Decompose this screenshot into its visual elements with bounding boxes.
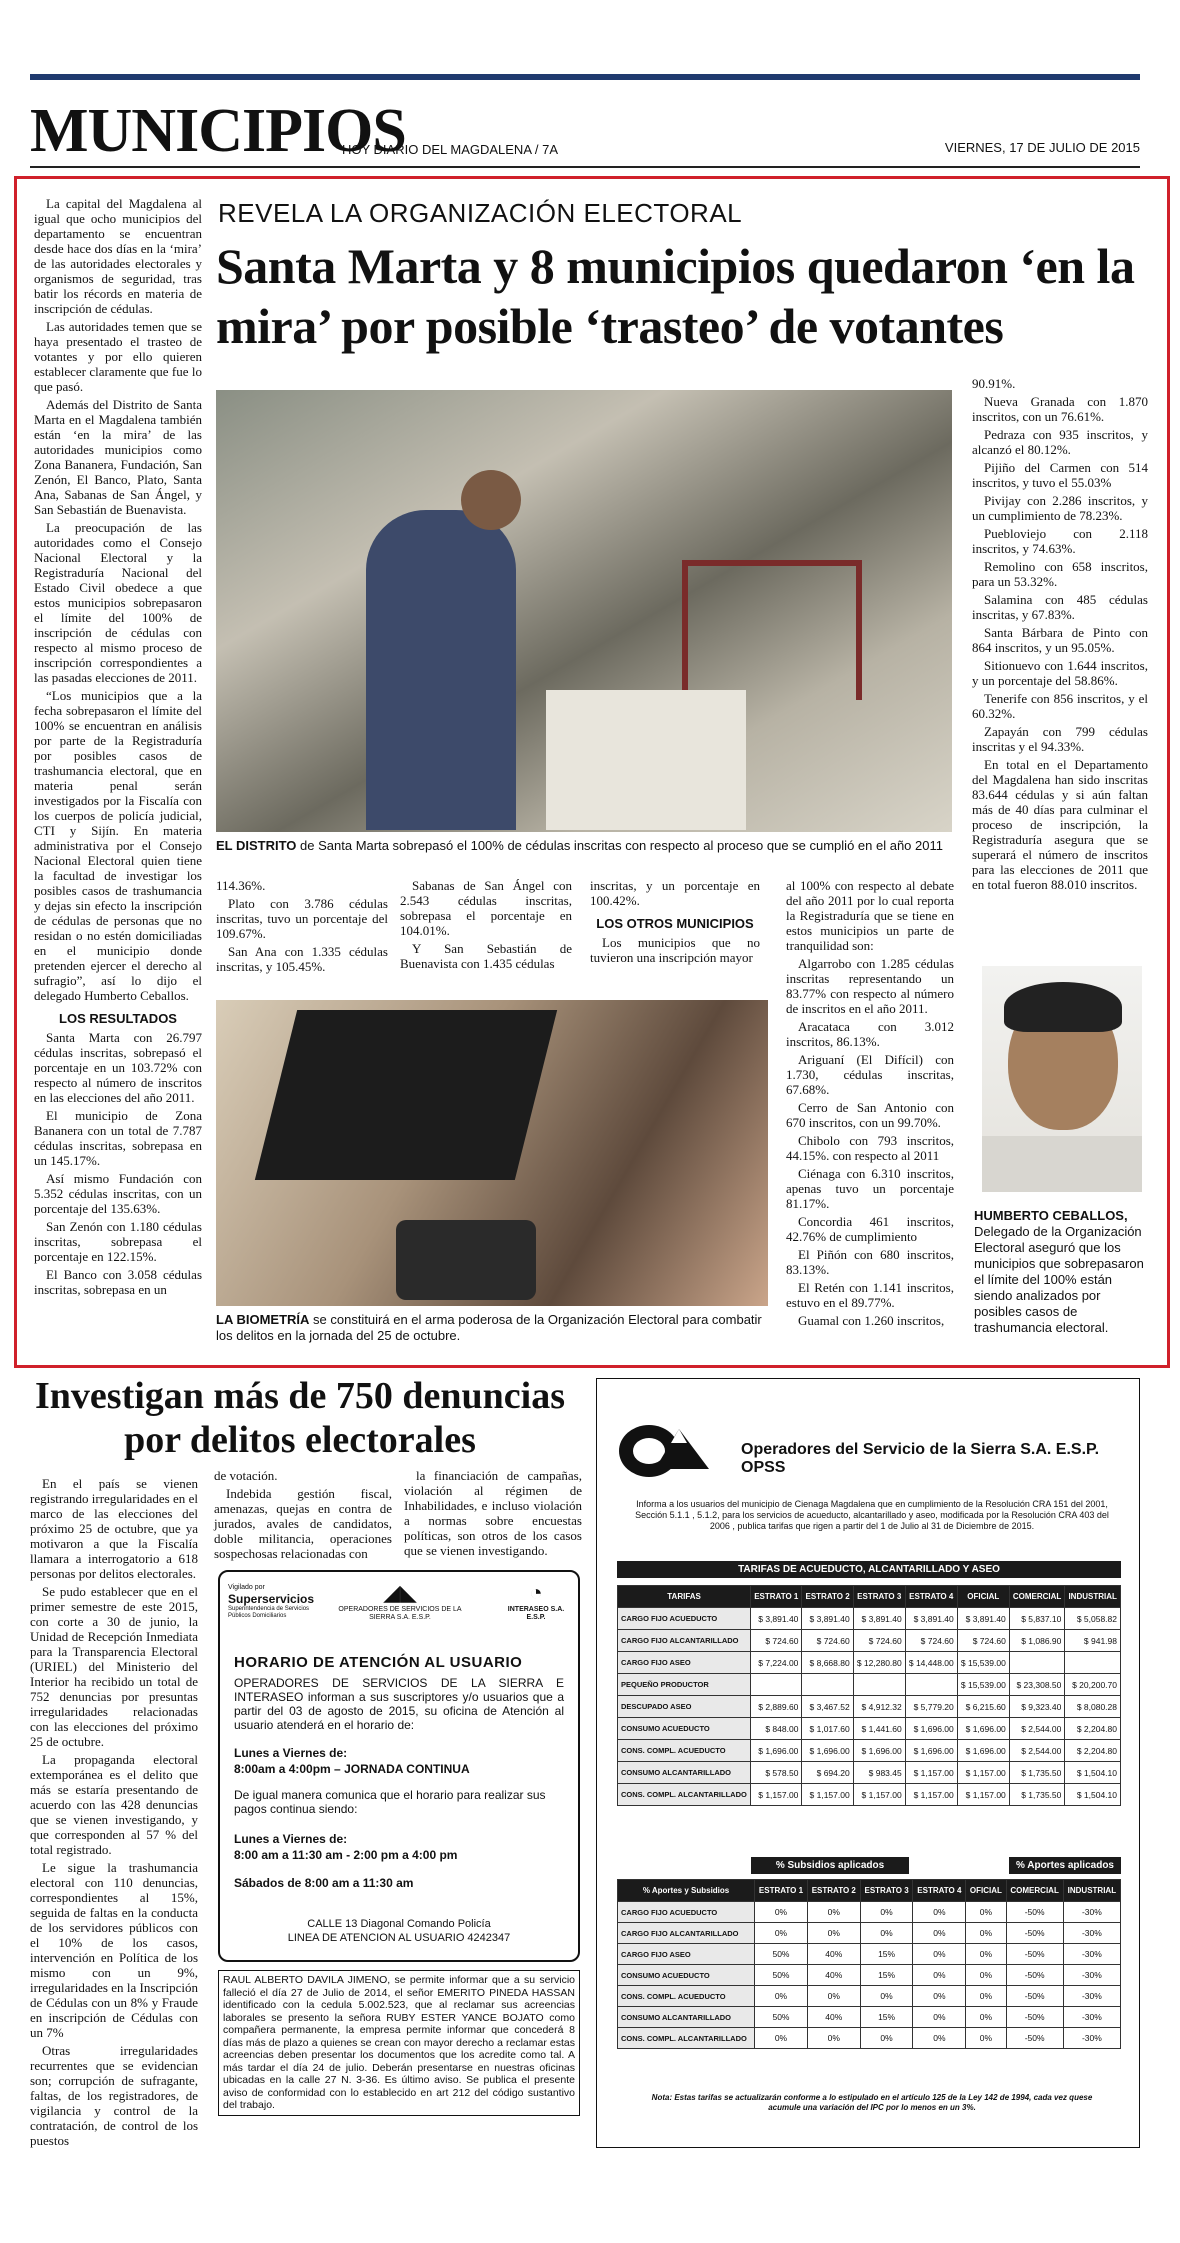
paragraph: Santa Bárbara de Pinto con 864 inscritos, y un 95.05%. [972,625,1148,655]
table-cell [802,1674,853,1696]
table-cell: $ 6,215.60 [957,1696,1009,1718]
subheading: LOS OTROS MUNICIPIOS [596,916,754,931]
table-cell: 15% [860,1965,913,1986]
row-label: CONSUMO ACUEDUCTO [618,1718,751,1740]
table-cell: 0% [913,1923,966,1944]
paragraph: Además del Distrito de Santa Marta en el Magdalena también están ‘en la mira’ de las autoridades municipios como Zona Bananera, Fundación, San Zenón, El Banco, Plato, Santa Ana, Sabanas de San Ángel, y San Sebastián de Buenavista. [34,397,202,517]
paragraph: Sabanas de San Ángel con 2.543 cédulas inscritas, sobrepasa el porcentaje en 104.01%. [400,878,572,938]
table-header: ESTRATO 2 [802,1586,853,1608]
mountain-icon: ◢◣ [383,1580,417,1605]
table-cell: $ 15,539.00 [957,1652,1009,1674]
table-row [618,1902,1121,1923]
table-header: OFICIAL [966,1880,1006,1902]
table-cell: $ 1,017.60 [802,1718,853,1740]
tariff-note: Nota: Estas tarifas se actualizarán conforme a lo estipulado en el artículo 125 de la Ley 142 de 1994, cada vez quese acumule una variación del IPC por lo menos en un 3%. [651,2093,1093,2112]
table-cell: $ 941.98 [1065,1630,1121,1652]
top-rule [30,74,1140,80]
paragraph: Aracataca con 3.012 inscritos, 86.13%. [786,1019,954,1049]
table-cell: $ 5,837.10 [1009,1608,1065,1630]
table-cell: $ 724.60 [905,1630,957,1652]
table-header: ESTRATO 4 [905,1586,957,1608]
photo1-caption: EL DISTRITO de Santa Marta sobrepasó el 100% de cédulas inscritas con respecto al proceso que se cumplió en el año 2011 [216,838,943,853]
table-cell: 0% [966,1902,1006,1923]
photo3-caption: HUMBERTO CEBALLOS, Delegado de la Organización Electoral aseguró que los municipios que sobrepasaron el límite del 100% están siendo analizados por posibles casos de trashumancia electoral. [974,1208,1144,1335]
article1-col1 [34,196,202,1300]
article2-col1 [30,1476,198,2151]
table-cell: $ 1,086.90 [1009,1630,1065,1652]
table-cell: $ 1,696.00 [957,1718,1009,1740]
table-cell: $ 1,157.00 [905,1762,957,1784]
paragraph: Pijiño del Carmen con 514 inscritos, y tuvo el 55.03% [972,460,1148,490]
table-cell: $ 12,280.80 [853,1652,905,1674]
paragraph: Remolino con 658 inscritos, para un 53.32%. [972,559,1148,589]
table-cell: 0% [860,2028,913,2049]
table-row [618,1740,1121,1762]
table-row [618,1652,1121,1674]
table-cell: -30% [1063,1986,1120,2007]
table-cell: $ 3,891.40 [802,1608,853,1630]
paper-name: HOY DIARIO DEL MAGDALENA / 7A [342,142,559,157]
paragraph: Cerro de San Antonio con 670 inscritos, con un 99.70%. [786,1100,954,1130]
article1-col3 [400,878,572,974]
table-cell: $ 9,323.40 [1009,1696,1065,1718]
table-cell: $ 2,544.00 [1009,1718,1065,1740]
table-cell: $ 3,891.40 [905,1608,957,1630]
row-label: CARGO FIJO ACUEDUCTO [618,1902,755,1923]
notice-body: OPERADORES DE SERVICIOS DE LA SIERRA E INTERASEO informan a sus suscriptores y/o usuarios que a partir del 03 de agosto de 2015, su oficina de Atención al usuario atenderá en el horario de: [234,1676,564,1732]
table-cell: $ 2,544.00 [1009,1740,1065,1762]
table-cell: 0% [807,1902,860,1923]
table-cell: -50% [1006,2007,1063,2028]
table-cell: -50% [1006,1944,1063,1965]
paragraph: la financiación de campañas, violación al régimen de Inhabilidades, e incluso violación a normas sobre encuestas políticas, son otros de los casos que se vienen investigando. [404,1468,582,1558]
table-row [618,2028,1121,2049]
table-cell: $ 983.45 [853,1762,905,1784]
table-cell: -50% [1006,2028,1063,2049]
table-cell: $ 7,224.00 [751,1652,802,1674]
table-cell: $ 2,889.60 [751,1696,802,1718]
opss-logo: ◢◣ OPERADORES DE SERVICIOS DE LA SIERRA S.A. E.S.P. [332,1580,468,1622]
paragraph: El municipio de Zona Bananera con un total de 7.787 cédulas inscritas, sobrepasa en un 145.17%. [34,1108,202,1168]
table-row [618,1784,1121,1806]
table-cell: 0% [966,2028,1006,2049]
subsidy-table [617,1879,1121,2049]
row-label: CARGO FIJO ACUEDUCTO [618,1608,751,1630]
superservicios-logo: Vigilado por Superservicios Superintendencia de Servicios Públicos Domiciliarios [228,1584,315,1619]
photo-biometrics-laptop [216,1000,768,1306]
table-cell: $ 20,200.70 [1065,1674,1121,1696]
table-cell: 0% [755,1923,808,1944]
table-cell: 0% [966,1965,1006,1986]
notice-logos [228,1580,572,1634]
ad-company-name: Operadores del Servicio de la Sierra S.A. E.S.P. OPSS [741,1441,1100,1476]
row-label: PEQUEÑO PRODUCTOR [618,1674,751,1696]
table-cell: $ 1,157.00 [957,1784,1009,1806]
table-cell [1009,1652,1065,1674]
table-cell: $ 1,157.00 [751,1784,802,1806]
row-label: CARGO FIJO ASEO [618,1652,751,1674]
table-cell: -30% [1063,1902,1120,1923]
paragraph: Y San Sebastián de Buenavista con 1.435 cédulas [400,941,572,971]
table-row [618,1944,1121,1965]
table-cell: 0% [966,1986,1006,2007]
article2-headline: Investigan más de 750 denuncias por delitos electorales [35,1375,565,1461]
table-header: COMERCIAL [1009,1586,1065,1608]
table-cell: $ 2,204.80 [1065,1740,1121,1762]
table-row [618,1718,1121,1740]
paragraph: inscritas, y un porcentaje en 100.42%. [590,878,760,908]
photo2-caption: LA BIOMETRÍA se constituirá en el arma poderosa de la Organización Electoral para combatir los delitos en la jornada del 25 de octubre. [216,1312,762,1343]
paragraph: La propaganda electoral extemporánea es el delito que más se estaría presentando de acuerdo con las 428 denuncias que se vienen investigando, y que corresponden al 57 % del total registrado. [30,1752,198,1857]
table-cell: $ 1,696.00 [957,1740,1009,1762]
weekdays-label: Lunes a Viernes de: [234,1746,348,1760]
table-row [618,2007,1121,2028]
paragraph: San Ana con 1.335 cédulas inscritas, y 105.45%. [216,944,388,974]
table-row [618,1696,1121,1718]
table-cell: 40% [807,1944,860,1965]
article1-col6 [972,376,1148,895]
row-label: CONSUMO ALCANTARILLADO [618,2007,755,2028]
table-cell: 0% [913,1965,966,1986]
paragraph: Puebloviejo con 2.118 inscritos, y 74.63%. [972,526,1148,556]
row-label: CONS. COMPL. ALCANTARILLADO [618,2028,755,2049]
table-header: INDUSTRIAL [1065,1586,1121,1608]
article1-headline: Santa Marta y 8 municipios quedaron ‘en la mira’ por posible ‘trasteo’ de votantes [216,238,1135,354]
table-cell: $ 1,696.00 [853,1740,905,1762]
paragraph: En el país se vienen registrando irregularidades en el marco de las elecciones del próximo 25 de octubre, que ya motivaron a que la Fiscalía llamara a interrogatorio a 618 personas por delitos electorales. [30,1476,198,1581]
table-cell: -30% [1063,1965,1120,1986]
table-cell: $ 5,058.82 [1065,1608,1121,1630]
table-cell: 0% [966,2007,1006,2028]
table-cell: $ 3,891.40 [751,1608,802,1630]
paragraph: Concordia 461 inscritos, 42.76% de cumplimiento [786,1214,954,1244]
table-row [618,1986,1121,2007]
table-header: OFICIAL [957,1586,1009,1608]
interaseo-logo: ◔ INTERASEO S.A. E.S.P. [500,1580,572,1622]
table-header: ESTRATO 1 [755,1880,808,1902]
row-label: CARGO FIJO ALCANTARILLADO [618,1923,755,1944]
paragraph: Se pudo establecer que en el primer semestre de este 2015, con corte a 30 de junio, la Unidad de Recepción Inmediata para la Transparencia Electoral (URIEL) del Ministerio del Interior ha recibido un total de 752 denuncias por presuntas irregularidades relacionadas con las elecciones del próximo 25 de octubre. [30,1584,198,1749]
table-cell: $ 578.50 [751,1762,802,1784]
table-row [618,1630,1121,1652]
table-cell: 0% [966,1923,1006,1944]
table-cell: -30% [1063,2028,1120,2049]
table-cell: $ 1,157.00 [853,1784,905,1806]
notice-title: HORARIO DE ATENCIÓN AL USUARIO [234,1654,523,1671]
table-row [618,1674,1121,1696]
table-cell: 0% [913,1902,966,1923]
tariff-table [617,1585,1121,1806]
table-cell: $ 8,668.80 [802,1652,853,1674]
table-cell [1065,1652,1121,1674]
paragraph: Plato con 3.786 cédulas inscritas, tuvo un porcentaje del 109.67%. [216,896,388,941]
table-cell: $ 2,204.80 [1065,1718,1121,1740]
photo-polling-station [216,390,952,832]
table-cell: $ 1,696.00 [751,1740,802,1762]
paragraph: 90.91%. [972,376,1016,391]
table-header: COMERCIAL [1006,1880,1063,1902]
paragraph: Nueva Granada con 1.870 inscritos, con un 76.61%. [972,394,1148,424]
paragraph: Las autoridades temen que se haya presentado el trasteo de votantes y por ello quieren establecer claramente que fue lo que pasó. [34,319,202,394]
section-title: MUNICIPIOS [30,97,406,165]
table-cell: $ 4,912.32 [853,1696,905,1718]
opss-mountain-logo [615,1417,711,1479]
table-cell: $ 1,157.00 [802,1784,853,1806]
table-cell [905,1674,957,1696]
ad-intro: Informa a los usuarios del municipio de Cienaga Magdalena que en cumplimiento de la Resolución CRA 151 del 2001, Sección 5.1.1 , 5.1.2, para los servicios de acueducto, alcantarillado y aseo, modificada por la Resolución CRA 403 del 2006 , publica tarifas que rigen a partir del 1 de Julio al 31 de Diciembre de 2015. [635,1499,1109,1531]
table-cell: $ 1,441.60 [853,1718,905,1740]
service-phone: LINEA DE ATENCION AL USUARIO 4242347 [287,1932,511,1944]
paragraph: al 100% con respecto al debate del año 2011 por lo cual reporta la Registraduría que se tiene en estos municipios un parte de tranquilidad son: [786,878,954,953]
payment-intro: De igual manera comunica que el horario para realizar sus pagos continua siendo: [234,1788,546,1816]
paragraph: Chibolo con 793 inscritos, 44.15%. con respecto al 2011 [786,1133,954,1163]
article1-col5 [786,878,954,1331]
paragraph: La preocupación de las autoridades como el Consejo Nacional Electoral y la Registraduría Nacional del Estado Civil obedece a que estos municipios sobrepasaron el límite del 100% de inscripción de cédulas con respecto al mismo proceso de inscripción correspondientes a las pasadas elecciones de 2011. [34,520,202,685]
table-cell: $ 1,157.00 [905,1784,957,1806]
table-cell: 50% [755,2007,808,2028]
table-cell: $ 1,504.10 [1065,1762,1121,1784]
table-cell: 0% [913,2007,966,2028]
paragraph: Los municipios que no tuvieron una inscripción mayor [590,935,760,965]
masthead [30,96,1140,168]
table-cell: 40% [807,2007,860,2028]
table-cell: $ 1,696.00 [802,1740,853,1762]
paragraph: El Retén con 1.141 inscritos, estuvo en el 89.77%. [786,1280,954,1310]
article2-col2 [214,1468,392,1564]
table-cell: $ 5,779.20 [905,1696,957,1718]
paragraph: Zapayán con 799 cédulas inscritas y el 94.33%. [972,724,1148,754]
table-cell: -30% [1063,1944,1120,1965]
paragraph: En total en el Departamento del Magdalena han sido inscritas 83.644 cédulas y si aún faltan más de 40 días para culminar el proceso de inscripción, la Registraduría asegura que se superará el número de inscritos para las elecciones de 2011 que en total fueron 88.010 inscritos. [972,757,1148,892]
labor-claims-notice: RAUL ALBERTO DAVILA JIMENO, se permite informar que a su servicio falleció el día 27 de Julio de 2014, el señor EMERITO PINEDA HASSAN identificado con la cedula 5.002.523, que al reclamar sus acreencias laborales se presento la señora RUBY ESTER YANCE BOJATO como compañera permanente, la empresa permite informar que concederá 8 días más de plazo a quienes se crean con mayor derecho a reclamar estas acreencias deben presentar los documentos que los acredite como tal. A más tardar el día 24 de julio. Deberán presentarse en nuestras oficinas ubicadas en la calle 27 N. 3-36. Es último aviso. Se publica el presente aviso de conformidad con lo establecido en art 212 del código sustantivo del trabajo. [218,1970,580,2116]
paragraph: Guamal con 1.260 inscritos, [798,1313,945,1328]
aportes-banner: % Aportes aplicados [1009,1857,1121,1874]
table-cell: 15% [860,2007,913,2028]
table-cell: -50% [1006,1923,1063,1944]
table-cell: 0% [807,2028,860,2049]
table-row [618,1762,1121,1784]
paragraph: Pivijay con 2.286 inscritos, y un cumplimiento de 78.23%. [972,493,1148,523]
table-cell: $ 23,308.50 [1009,1674,1065,1696]
row-label: CARGO FIJO ASEO [618,1944,755,1965]
row-label: CONSUMO ALCANTARILLADO [618,1762,751,1784]
table-cell: 50% [755,1965,808,1986]
interaseo-icon: ◔ [529,1580,543,1605]
row-label: CONS. COMPL. ACUEDUCTO [618,1740,751,1762]
table-cell: $ 3,891.40 [957,1608,1009,1630]
table-cell: 0% [860,1986,913,2007]
table-header: ESTRATO 1 [751,1586,802,1608]
table-cell: -50% [1006,1986,1063,2007]
table-cell: $ 1,696.00 [905,1718,957,1740]
paragraph: Algarrobo con 1.285 cédulas inscritas representando un 83.77% con respecto al número de inscritos en el año 2011. [786,956,954,1016]
table-cell: -50% [1006,1965,1063,1986]
row-label: DESCUPADO ASEO [618,1696,751,1718]
table-header: ESTRATO 2 [807,1880,860,1902]
subsidy-banner: % Subsidios aplicados [751,1857,909,1874]
paragraph: de votación. [214,1468,278,1483]
office-address: CALLE 13 Diagonal Comando Policía [307,1918,491,1930]
tariff-table-title: TARIFAS DE ACUEDUCTO, ALCANTARILLADO Y ASEO [617,1561,1121,1578]
row-label: CARGO FIJO ALCANTARILLADO [618,1630,751,1652]
table-cell: $ 1,504.10 [1065,1784,1121,1806]
table-cell: $ 15,539.00 [957,1674,1009,1696]
paragraph: Santa Marta con 26.797 cédulas inscritas, sobrepasó el porcentaje en un 103.72% con respecto al número de inscritos en las elecciones del año 2011. [34,1030,202,1105]
table-cell: 15% [860,1944,913,1965]
table-header: % Aportes y Subsidios [618,1880,755,1902]
table-cell: $ 14,448.00 [905,1652,957,1674]
table-cell: 0% [807,1986,860,2007]
table-row [618,1608,1121,1630]
table-cell: 40% [807,1965,860,1986]
table-cell: $ 848.00 [751,1718,802,1740]
paragraph: El Piñón con 680 inscritos, 83.13%. [786,1247,954,1277]
tariff-advertisement [596,1378,1140,2148]
paragraph: Salamina con 485 cédulas inscritas, y 67.83%. [972,592,1148,622]
table-row [618,1923,1121,1944]
customer-service-notice [218,1570,580,1962]
table-row [618,1965,1121,1986]
payment-label: Lunes a Viernes de: [234,1832,348,1846]
table-cell: $ 724.60 [853,1630,905,1652]
table-cell: $ 724.60 [751,1630,802,1652]
paragraph: Ciénaga con 6.310 inscritos, apenas tuvo un porcentaje 81.17%. [786,1166,954,1211]
row-label: CONS. COMPL. ALCANTARILLADO [618,1784,751,1806]
payment-hours: 8:00 am a 11:30 am - 2:00 pm a 4:00 pm [234,1848,458,1862]
table-cell: $ 1,696.00 [905,1740,957,1762]
paragraph: Pedraza con 935 inscritos, y alcanzó el 80.12%. [972,427,1148,457]
table-cell: $ 1,735.50 [1009,1762,1065,1784]
table-cell: $ 1,735.50 [1009,1784,1065,1806]
paragraph: Indebida gestión fiscal, amenazas, quejas en contra de jurados, avales de candidatos, doble militancia, operaciones sospechosas relacionadas con [214,1486,392,1561]
weekdays-hours: 8:00am a 4:00pm – JORNADA CONTINUA [234,1762,470,1776]
table-header: ESTRATO 3 [853,1586,905,1608]
table-cell: -30% [1063,1923,1120,1944]
table-cell: $ 3,891.40 [853,1608,905,1630]
paragraph: Le sigue la trashumancia electoral con 110 denuncias, correspondientes al 15%, seguida de faltas en la conducta de los servidores públicos con el 10% de los casos, intervención en Política de los mismo con un 9%, irregularidades en la Inscripción de Cédulas con un 8% y Fraude en inscripción de Cédulas con un 7% [30,1860,198,2040]
table-cell [751,1674,802,1696]
table-cell: 0% [755,1986,808,2007]
table-cell: -30% [1063,2007,1120,2028]
article2-col3 [404,1468,582,1561]
table-cell: $ 724.60 [802,1630,853,1652]
table-cell: 0% [913,2028,966,2049]
table-header: ESTRATO 4 [913,1880,966,1902]
paragraph: El Banco con 3.058 cédulas inscritas, sobrepasa en un [34,1267,202,1297]
paragraph: La capital del Magdalena al igual que ocho municipios del departamento se encuentran desde hace dos días en la ‘mira’ de las autoridades electorales y organismos de seguridad, tras batir los récords en materia de inscripción de cédulas. [34,196,202,316]
table-cell: $ 1,157.00 [957,1762,1009,1784]
table-cell: 0% [860,1923,913,1944]
paragraph: Así mismo Fundación con 5.352 cédulas inscritas, con un porcentaje del 135.63%. [34,1171,202,1216]
subheading: LOS RESULTADOS [59,1011,177,1026]
paragraph: San Zenón con 1.180 cédulas inscritas, sobrepasa el porcentaje en 122.15%. [34,1219,202,1264]
row-label: CONS. COMPL. ACUEDUCTO [618,1986,755,2007]
table-header: ESTRATO 3 [860,1880,913,1902]
paragraph: Tenerife con 856 inscritos, y el 60.32%. [972,691,1148,721]
table-cell: 0% [966,1944,1006,1965]
paragraph: 114.36%. [216,878,266,893]
table-cell: $ 694.20 [802,1762,853,1784]
table-cell: 50% [755,1944,808,1965]
article1-col4 [590,878,760,968]
paragraph: Otras irregularidades recurrentes que se evidencian son; corrupción de sufragante, faltas, de los registradores, de vigilancia y control de la contratación, de control de los puestos [30,2043,198,2148]
paragraph: Ariguaní (El Difícil) con 1.730, cédulas inscritas, 67.68%. [786,1052,954,1097]
table-cell: 0% [913,1944,966,1965]
table-cell: 0% [860,1902,913,1923]
row-label: CONSUMO ACUEDUCTO [618,1965,755,1986]
table-cell: $ 724.60 [957,1630,1009,1652]
table-cell: -50% [1006,1902,1063,1923]
table-header: TARIFAS [618,1586,751,1608]
article1-kicker: REVELA LA ORGANIZACIÓN ELECTORAL [218,198,743,228]
table-cell: 0% [913,1986,966,2007]
article1-col2 [216,878,388,977]
table-cell [853,1674,905,1696]
table-cell: $ 8,080.28 [1065,1696,1121,1718]
photo-humberto-ceballos [982,966,1142,1192]
table-cell: 0% [807,1923,860,1944]
paragraph: “Los municipios que a la fecha sobrepasaron el límite del 100% se encuentran en análisis por parte de la Registraduría por posibles casos de trashumancia electoral, que en materia penal serán investigados por la Fiscalía con los cuerpos de policía judicial, CTI y Sijín. En materia administrativa por el Consejo Nacional Electoral quien tiene la facultad de investigar los posibles casos de trashumancia y dejas sin efecto la inscripción de cédulas de personas que no residan o no estén domiciliadas en el municipio donde pretenden ejercer el derecho al sufragio”, así lo dijo el delegado Humberto Ceballos. [34,688,202,1003]
saturday-hours: Sábados de 8:00 am a 11:30 am [234,1876,414,1890]
table-cell: 0% [755,2028,808,2049]
table-header: INDUSTRIAL [1063,1880,1120,1902]
table-cell: $ 3,467.52 [802,1696,853,1718]
issue-date: VIERNES, 17 DE JULIO DE 2015 [944,140,1140,155]
table-cell: 0% [755,1902,808,1923]
paragraph: Sitionuevo con 1.644 inscritos, y un porcentaje del 58.86%. [972,658,1148,688]
